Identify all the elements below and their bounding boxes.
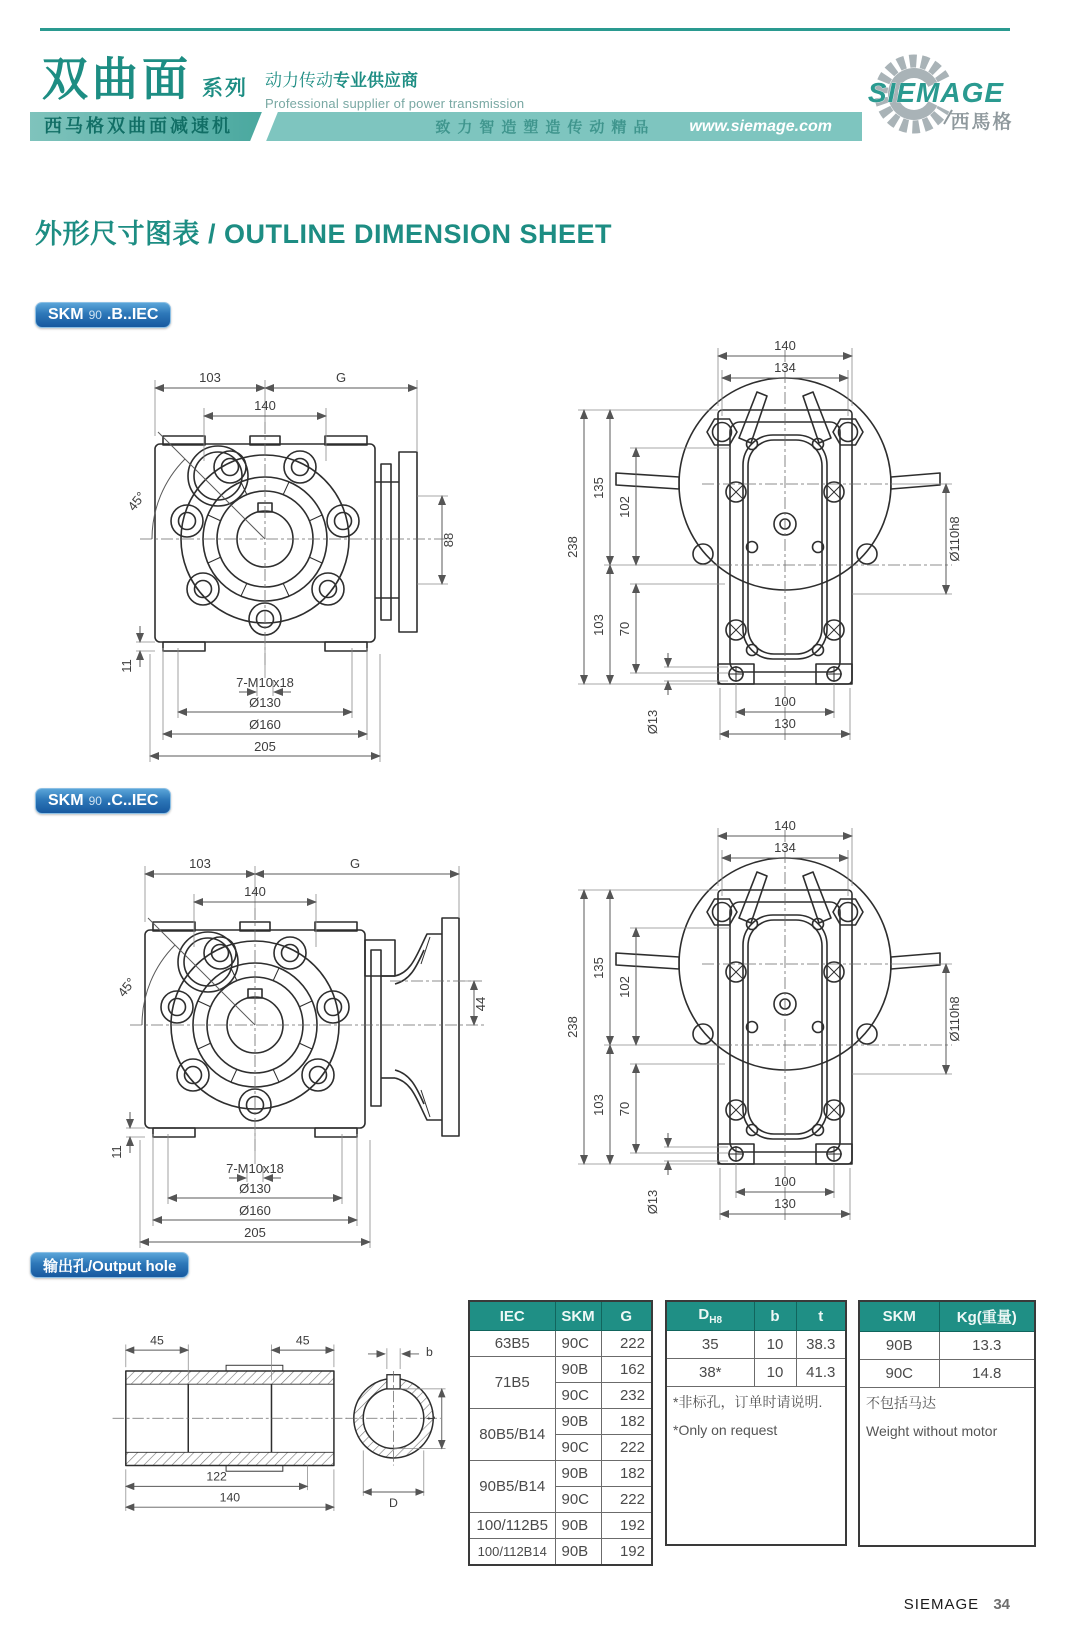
table-row bbox=[469, 1513, 652, 1539]
g-cell: 192 bbox=[601, 1513, 652, 1539]
iec-cell: 100/112B5 bbox=[469, 1513, 555, 1539]
series-suffix: 系列 bbox=[202, 77, 248, 100]
table-row bbox=[469, 1409, 652, 1435]
iec-cell: 80B5/B14 bbox=[469, 1409, 555, 1461]
supplier-cn-normal: 动力传动 bbox=[265, 71, 333, 90]
col-dh8 bbox=[666, 1301, 754, 1331]
dim-bolts: 7-M10x18 bbox=[226, 1161, 284, 1176]
col-iec: IEC bbox=[469, 1301, 555, 1331]
dim-D: D bbox=[389, 1496, 398, 1511]
b-cell: 10 bbox=[754, 1331, 796, 1359]
page-title: 外形尺寸图表 / OUTLINE DIMENSION SHEET bbox=[35, 219, 613, 249]
slogan: 致力智造塑造传动精品 bbox=[435, 119, 656, 136]
badge-skm90b-suffix: .B..IEC bbox=[106, 306, 159, 323]
col-dh8-sub: H8 bbox=[709, 1315, 723, 1326]
dim-122: 122 bbox=[206, 1469, 227, 1484]
dim-45-left: 45 bbox=[150, 1333, 164, 1348]
dim-103: 103 bbox=[591, 1094, 606, 1116]
dim-G: G bbox=[335, 370, 347, 385]
weight-note-cn: 不包括马达 bbox=[866, 1395, 936, 1411]
skm-cell: 90C bbox=[555, 1487, 601, 1513]
table-row bbox=[469, 1331, 652, 1357]
table-row bbox=[469, 1539, 652, 1566]
dim-70: 70 bbox=[617, 1101, 632, 1117]
table-bore bbox=[665, 1300, 847, 1546]
skm-cell: 90C bbox=[555, 1383, 601, 1409]
dim-160: Ø160 bbox=[249, 717, 281, 732]
badge-skm90b bbox=[35, 302, 171, 328]
banner-right bbox=[266, 112, 862, 141]
table-row bbox=[859, 1360, 1035, 1388]
skm-cell: 90C bbox=[555, 1435, 601, 1461]
logo-cn: 西馬格 bbox=[950, 112, 1014, 133]
badge-skm90b-size: 90 bbox=[88, 308, 102, 322]
extension-lines bbox=[578, 348, 952, 740]
dim-45deg: 45° bbox=[124, 488, 149, 514]
drawing-front-c bbox=[90, 822, 490, 1252]
dim-45-right: 45 bbox=[295, 1333, 310, 1348]
table-row bbox=[666, 1301, 846, 1331]
t-cell: 41.3 bbox=[796, 1359, 846, 1387]
table-row bbox=[469, 1357, 652, 1383]
extension-lines bbox=[136, 380, 448, 762]
d-cell: 38* bbox=[666, 1359, 754, 1387]
badge-skm90c bbox=[35, 788, 171, 814]
col-g: G bbox=[601, 1301, 652, 1331]
badge-skm90c-size: 90 bbox=[88, 794, 102, 808]
drawing-rear-b bbox=[560, 332, 990, 752]
dim-238: 238 bbox=[565, 1016, 580, 1038]
table-row bbox=[469, 1301, 652, 1331]
col-b: b bbox=[754, 1301, 796, 1331]
iec-cell: 71B5 bbox=[469, 1357, 555, 1409]
series-title bbox=[42, 53, 248, 105]
dim-102: 102 bbox=[617, 976, 632, 998]
dim-100: 100 bbox=[774, 694, 796, 709]
dim-160: Ø160 bbox=[239, 1203, 271, 1218]
dim-bolts: 7-M10x18 bbox=[236, 675, 294, 690]
dim-11: 11 bbox=[109, 1145, 124, 1159]
dim-13: Ø13 bbox=[645, 1189, 660, 1215]
dim-140: 140 bbox=[244, 884, 266, 899]
dim-102: 102 bbox=[617, 496, 632, 518]
table-row bbox=[666, 1359, 846, 1387]
g-cell: 162 bbox=[601, 1357, 652, 1383]
dim-130: Ø130 bbox=[239, 1181, 271, 1196]
g-cell: 232 bbox=[601, 1383, 652, 1409]
page-footer bbox=[780, 1596, 1010, 1613]
top-rule bbox=[40, 28, 1010, 31]
dim-134: 134 bbox=[774, 840, 796, 855]
dim-130: 130 bbox=[774, 1196, 796, 1211]
table-row bbox=[469, 1461, 652, 1487]
bore-note-cn: *非标孔，订单时请说明. bbox=[673, 1394, 823, 1410]
dim-205: 205 bbox=[254, 739, 276, 754]
dim-103: 103 bbox=[189, 856, 211, 871]
dim-135: 135 bbox=[591, 957, 606, 979]
gearbox-housing-front bbox=[145, 918, 459, 1137]
footer-page-number: 34 bbox=[993, 1596, 1010, 1613]
drawing-output-hole bbox=[105, 1320, 455, 1525]
gearbox-rear bbox=[616, 858, 940, 1164]
badge-skm90b-prefix: SKM bbox=[48, 306, 84, 323]
dimension-lines bbox=[584, 836, 946, 1214]
table-row bbox=[859, 1332, 1035, 1360]
dim-110h8: Ø110h8 bbox=[947, 516, 962, 562]
drawing-front-b bbox=[100, 336, 460, 766]
kg-cell: 14.8 bbox=[939, 1360, 1035, 1388]
col-skm: SKM bbox=[859, 1301, 939, 1332]
dim-110h8: Ø110h8 bbox=[947, 996, 962, 1042]
badge-skm90c-prefix: SKM bbox=[48, 792, 84, 809]
table-row bbox=[859, 1388, 1035, 1547]
dim-44: 44 bbox=[473, 996, 488, 1012]
col-skm: SKM bbox=[555, 1301, 601, 1331]
website-link[interactable]: www.siemage.com bbox=[689, 117, 832, 135]
badge-output-hole-label: 输出孔/Output hole bbox=[43, 1257, 177, 1275]
weight-note-en: Weight without motor bbox=[866, 1423, 998, 1439]
skm-cell: 90B bbox=[555, 1409, 601, 1435]
dim-134: 134 bbox=[774, 360, 796, 375]
dim-130: 130 bbox=[774, 716, 796, 731]
g-cell: 182 bbox=[601, 1409, 652, 1435]
d-cell: 35 bbox=[666, 1331, 754, 1359]
series-title-cn: 双曲面 bbox=[42, 53, 192, 105]
dim-238: 238 bbox=[565, 536, 580, 558]
g-cell: 222 bbox=[601, 1435, 652, 1461]
skm-cell: 90B bbox=[555, 1461, 601, 1487]
dim-205: 205 bbox=[244, 1225, 266, 1240]
col-dh8-main: D bbox=[698, 1306, 710, 1323]
bore-note-en: *Only on request bbox=[673, 1422, 778, 1438]
siemage-logo bbox=[848, 46, 1020, 142]
iec-cell: 100/112B14 bbox=[469, 1539, 555, 1566]
dim-11: 11 bbox=[119, 659, 134, 673]
skm-cell: 90C bbox=[859, 1360, 939, 1388]
skm-cell: 90B bbox=[555, 1357, 601, 1383]
logo-text: SIEMAGE bbox=[867, 77, 1005, 108]
dim-140: 140 bbox=[254, 398, 276, 413]
g-cell: 182 bbox=[601, 1461, 652, 1487]
dim-b: b bbox=[426, 1344, 433, 1359]
badge-skm90c-suffix: .C..IEC bbox=[106, 792, 159, 809]
dim-G: G bbox=[349, 856, 361, 871]
supplier-en: Professional supplier of power transmission bbox=[265, 95, 525, 111]
table-row bbox=[666, 1331, 846, 1359]
header-banner bbox=[30, 112, 862, 141]
t-cell: 38.3 bbox=[796, 1331, 846, 1359]
table-row bbox=[859, 1301, 1035, 1332]
dim-140: 140 bbox=[774, 818, 796, 833]
g-cell: 222 bbox=[601, 1487, 652, 1513]
dim-140: 140 bbox=[219, 1490, 241, 1505]
iec-cell: 90B5/B14 bbox=[469, 1461, 555, 1513]
gearbox-rear bbox=[616, 378, 940, 684]
extension-lines bbox=[578, 828, 952, 1220]
dim-13: Ø13 bbox=[645, 709, 660, 735]
kg-cell: 13.3 bbox=[939, 1332, 1035, 1360]
skm-cell: 90B bbox=[555, 1539, 601, 1566]
dim-100: 100 bbox=[774, 1174, 796, 1189]
dim-130: Ø130 bbox=[249, 695, 281, 710]
iec-cell: 63B5 bbox=[469, 1331, 555, 1357]
table-weight bbox=[858, 1300, 1036, 1547]
dim-103: 103 bbox=[591, 614, 606, 636]
bore-note bbox=[666, 1387, 846, 1546]
skm-cell: 90C bbox=[555, 1331, 601, 1357]
table-iec-g bbox=[468, 1300, 653, 1566]
supplier-block bbox=[265, 70, 524, 115]
dim-103: 103 bbox=[199, 370, 221, 385]
g-cell: 192 bbox=[601, 1539, 652, 1566]
b-cell: 10 bbox=[754, 1359, 796, 1387]
dim-88: 88 bbox=[441, 532, 456, 548]
dim-45deg: 45° bbox=[114, 974, 139, 1000]
footer-brand: SIEMAGE bbox=[903, 1596, 980, 1613]
table-row bbox=[666, 1387, 846, 1546]
dim-140: 140 bbox=[774, 338, 796, 353]
skm-cell: 90B bbox=[555, 1513, 601, 1539]
col-kg: Kg(重量) bbox=[939, 1301, 1035, 1332]
drawing-rear-c bbox=[560, 812, 990, 1232]
dim-135: 135 bbox=[591, 477, 606, 499]
badge-output-hole bbox=[30, 1252, 189, 1278]
supplier-cn-bold: 专业供应商 bbox=[333, 71, 418, 90]
skm-cell: 90B bbox=[859, 1332, 939, 1360]
weight-note bbox=[859, 1388, 1035, 1547]
series-banner: 西马格双曲面减速机 bbox=[30, 112, 262, 141]
dim-70: 70 bbox=[617, 621, 632, 637]
extension-lines bbox=[126, 866, 482, 1248]
dim-t: t bbox=[424, 1416, 439, 1420]
g-cell: 222 bbox=[601, 1331, 652, 1357]
hollow-shaft-side bbox=[113, 1365, 348, 1471]
col-t: t bbox=[796, 1301, 846, 1331]
dimension-lines bbox=[584, 356, 946, 734]
